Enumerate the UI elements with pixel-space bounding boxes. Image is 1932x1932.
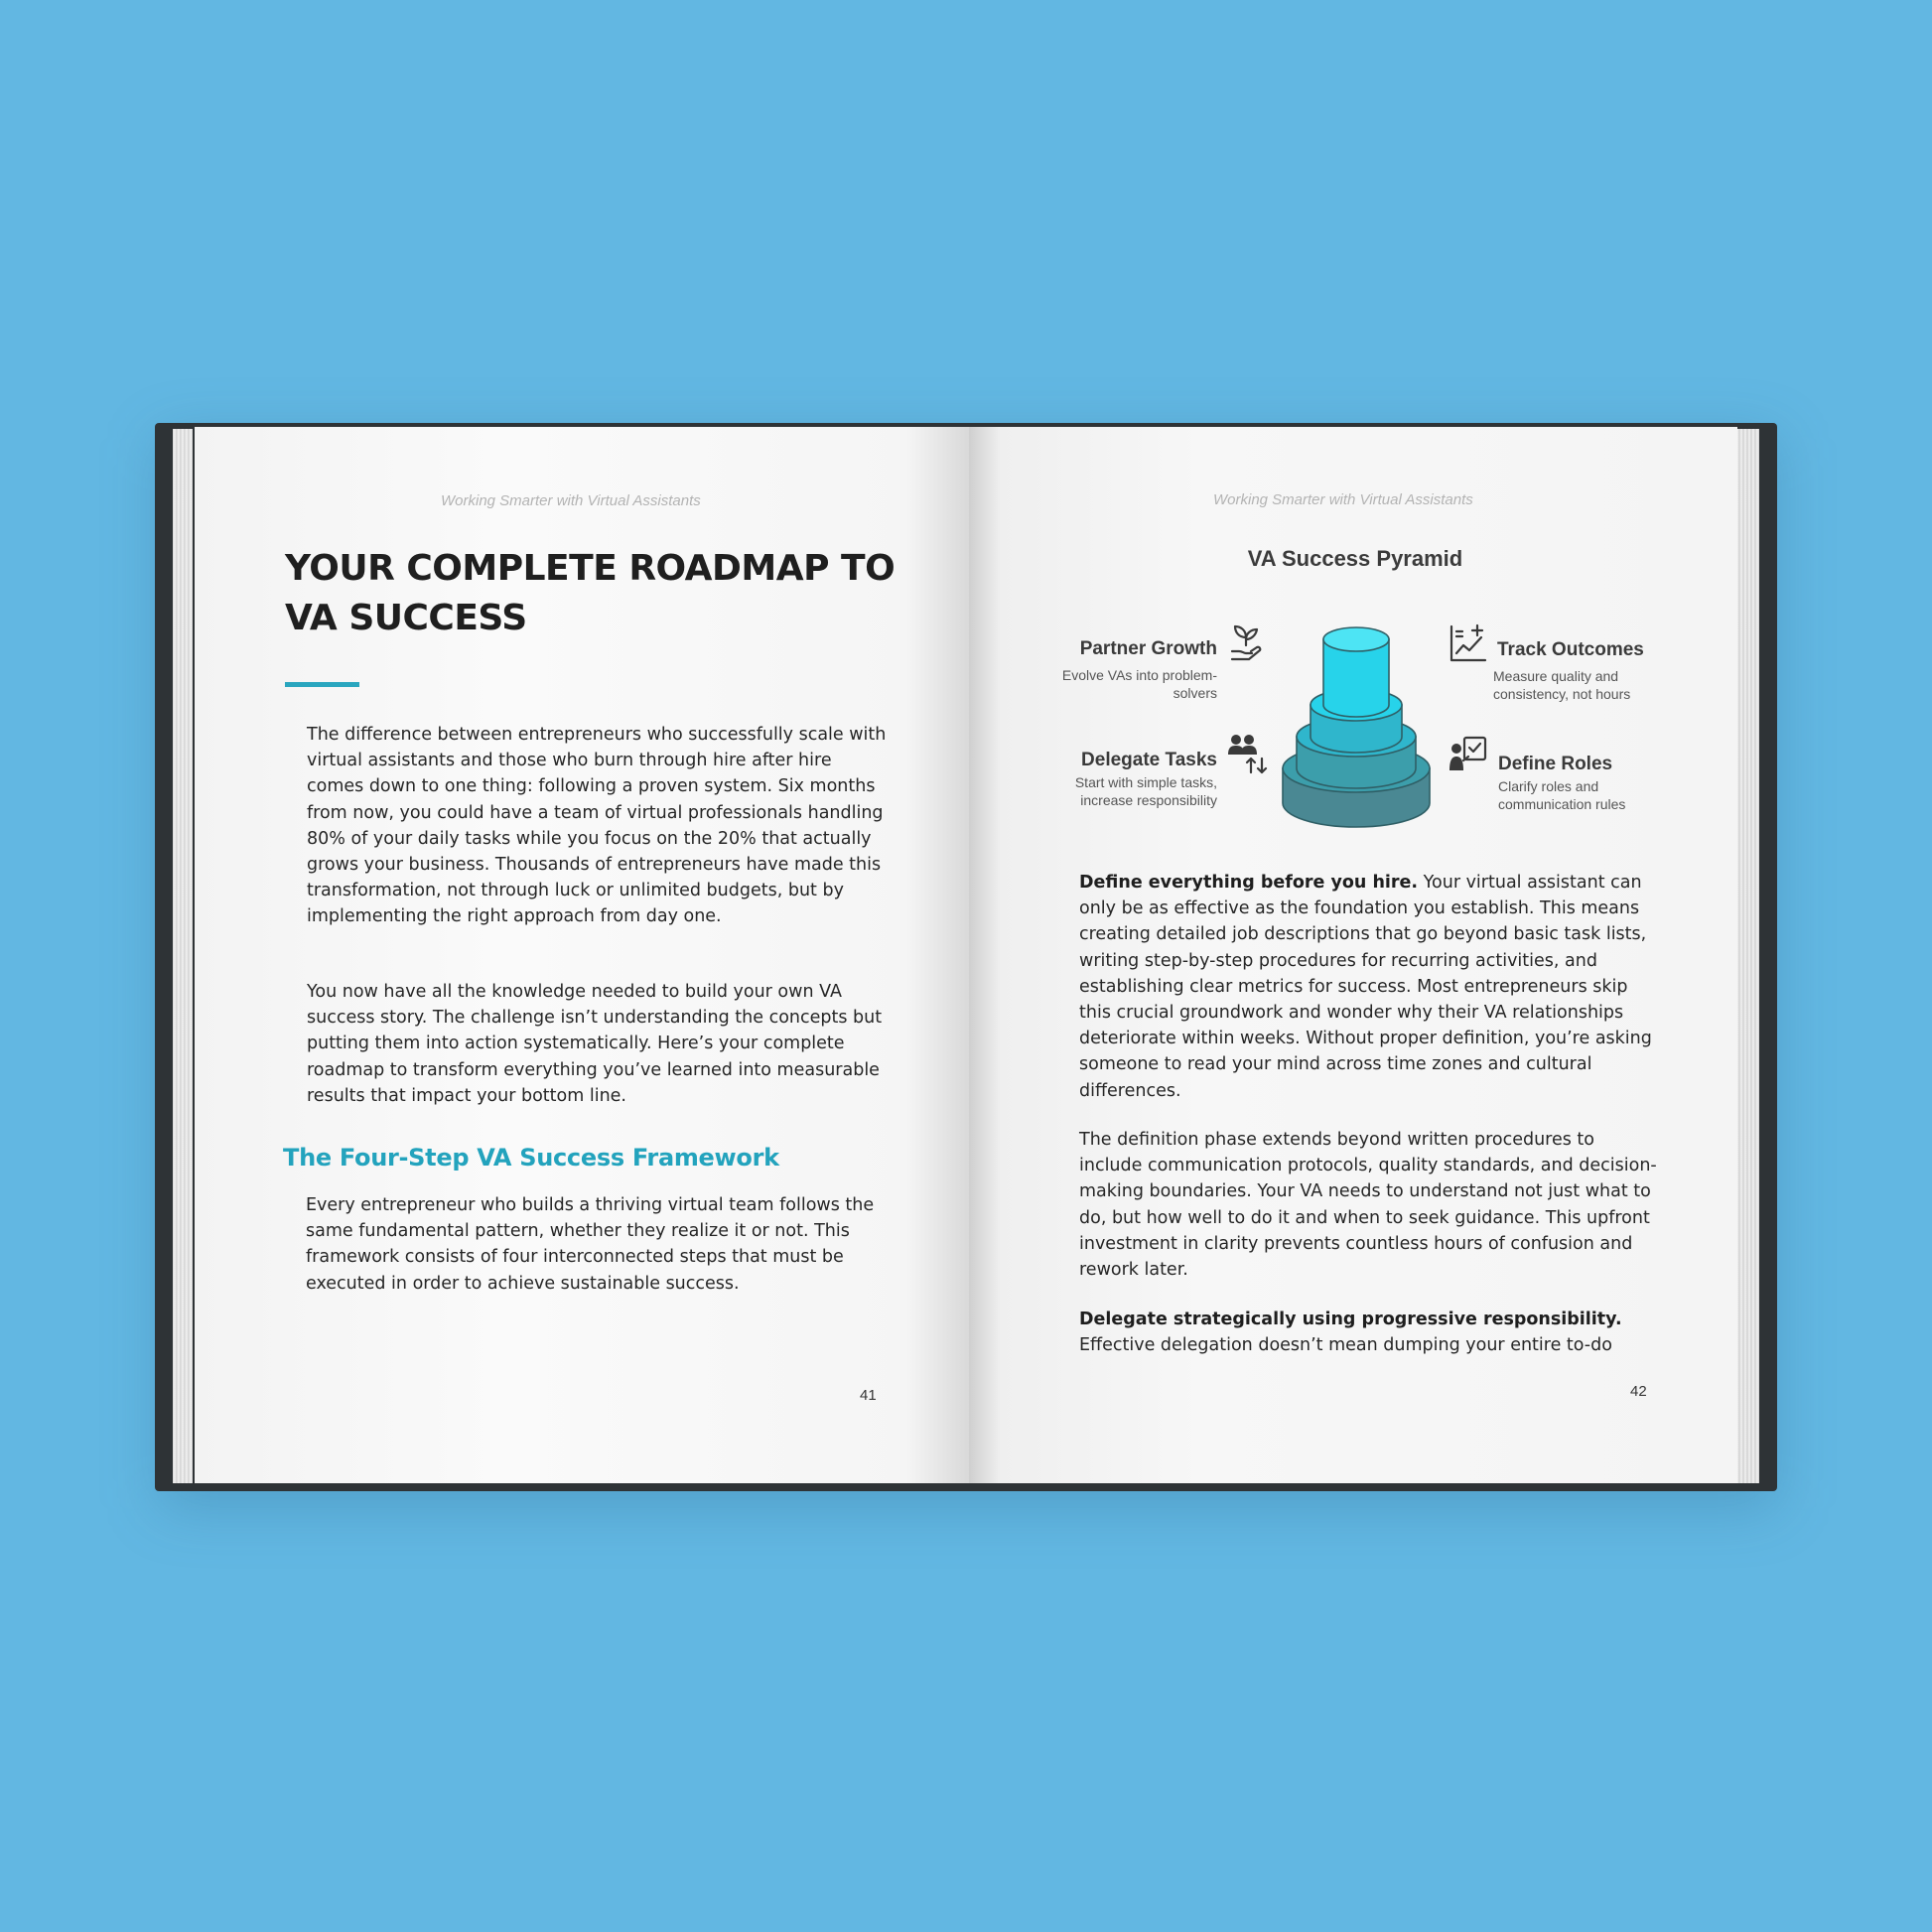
step-label-partner-growth: Partner Growth [1079,638,1217,659]
intro-paragraph-2: You now have all the knowledge needed to build your own VA success story. The challenge isn’t understanding the concepts but putting them into action systematically. Here’s your complete roadmap to transform everything you’ve learned into measurable results that impact your bottom line. [307,982,883,1106]
diagram-title: VA Success Pyramid [1247,546,1463,571]
people-arrows-icon [1227,733,1269,774]
delegate-paragraph-body: Effective delegation doesn’t mean dumping your entire to-do [1079,1335,1612,1356]
define-paragraph-lead: Define everything before you hire. [1079,873,1419,893]
person-checklist-icon [1449,735,1488,774]
section-heading: The Four-Step VA Success Framework [283,1144,779,1172]
define-paragraph-body: Your virtual assistant can only be as effective as the foundation you establish. This means creating detailed job descriptions that go beyond basic task lists, writing step-by-step procedures for recurring activities, and establishing clear metrics for success. Most entrepreneurs skip this crucial groundwork and wonder why their VA relationships deteriorate within weeks. Without proper definition, you’re asking someone to read your mind across time zones and cultural differences. [1079,873,1652,1101]
va-success-pyramid [1277,620,1436,838]
title-accent-rule [285,682,359,687]
plant-hand-icon [1229,623,1263,663]
define-paragraph [1079,870,1657,1104]
page-edges-left [173,429,193,1483]
step-label-define-roles: Define Roles [1498,754,1613,774]
page-number-left: 41 [860,1387,877,1404]
step-desc-delegate-tasks: Start with simple tasks, increase responsibility [1074,774,1217,808]
delegate-paragraph-lead: Delegate strategically using progressive responsibility. [1079,1310,1622,1329]
step-label-delegate-tasks: Delegate Tasks [1081,750,1217,770]
section-paragraph: Every entrepreneur who builds a thriving virtual team follows the same fundamental pattern, whether they realize it or not. This framework consists of four interconnected steps that must be executed in order to achieve sustainable success. [306,1195,875,1294]
page-edges-right [1735,429,1759,1483]
running-head-right: Working Smarter with Virtual Assistants [1213,491,1473,508]
chart-plus-icon [1449,623,1488,663]
step-desc-track-outcomes: Measure quality and consistency, not hours [1493,668,1631,702]
step-desc-partner-growth: Evolve VAs into problem-solvers [1061,667,1217,701]
pyramid-tier-1-top [1323,627,1389,651]
delegate-paragraph [1079,1307,1657,1358]
step-desc-define-roles: Clarify roles and communication rules [1498,778,1626,812]
definition-phase-paragraph: The definition phase extends beyond written procedures to include communication protocols, quality standards, and decision-making boundaries. Your VA needs to understand not just what to do, but how well to do it and when to seek guidance. This upfront investment in clarity prevents countless hours of confusion and rework later. [1079,1130,1657,1281]
chapter-title: YOUR COMPLETE ROADMAP TO VA SUCCESS [285,548,896,638]
running-head-left: Working Smarter with Virtual Assistants [441,492,701,509]
step-label-track-outcomes: Track Outcomes [1497,639,1644,660]
page-number-right: 42 [1630,1383,1647,1400]
intro-paragraph-1: The difference between entrepreneurs who successfully scale with virtual assistants and those who burn through hire after hire comes down to one thing: following a proven system. Six months from now, you could have a team of virtual professionals handling 80% of your daily tasks while you focus on the 20% that actually grows your business. Thousands of entrepreneurs have made this transformation, not through luck or unlimited budgets, but by implementing the right approach from day one. [307,725,887,927]
